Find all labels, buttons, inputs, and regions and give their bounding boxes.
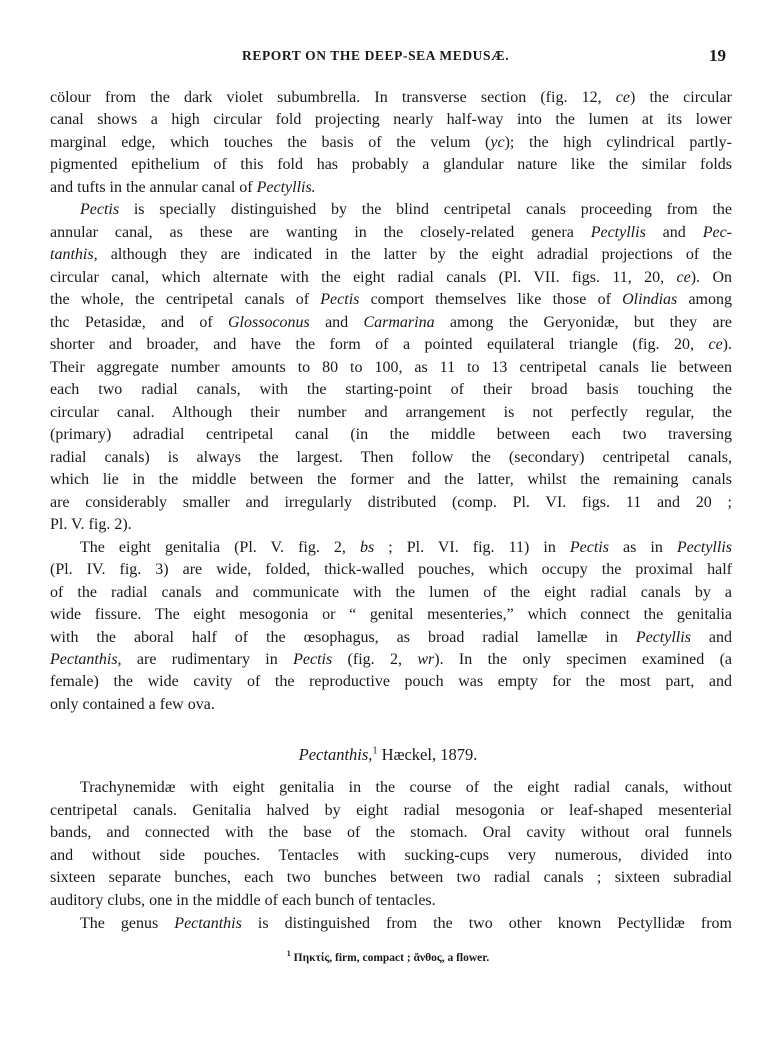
text-run: Pl. V. fig. 2).	[50, 516, 132, 534]
text-run: shorter and broader, and have the form of a pointed equilateral triangle (fig. 20,	[50, 336, 709, 354]
italic-term: ce	[708, 336, 723, 354]
italic-term: ce	[676, 268, 691, 286]
text-run: annular canal, as these are wanting in the closely-related genera	[50, 223, 591, 241]
text-run: although they are indicated in the latter by the eight adradial projections of the	[97, 246, 732, 264]
text-line	[80, 914, 732, 934]
italic-term: ce	[615, 89, 630, 106]
text-run: only contained a few ova.	[50, 695, 215, 713]
italic-term: Pectyllis	[590, 223, 646, 241]
text-run: is distinguished from the two other known Pectyllidæ from	[241, 914, 732, 932]
italic-term: tanthis,	[50, 246, 98, 264]
text-run: ).	[722, 336, 732, 354]
italic-term: Pectanthis,	[50, 651, 122, 668]
italic-term: Pectis	[293, 651, 333, 668]
text-line	[50, 823, 732, 843]
text-run: female) the wide cavity of the reproductive pouch was empty for the most part, and	[50, 673, 732, 691]
text-line	[50, 290, 732, 310]
text-run: circular canal, which alternate with the eight radial canals (Pl. VII. figs. 11, 20,	[50, 268, 677, 286]
text-run: comport themselves like those of	[359, 291, 623, 309]
text-run: among	[677, 291, 733, 309]
italic-term: Pectis	[320, 291, 360, 309]
text-run: cölour from the dark violet subumbrella. In transverse section (fig. 12,	[50, 89, 616, 106]
text-run: and	[645, 223, 703, 241]
running-header	[0, 48, 776, 68]
text-line	[80, 778, 732, 798]
text-run: The eight genitalia (Pl. V. fig. 2,	[80, 538, 360, 556]
text-run: ; Pl. VI. fig. 11) in	[374, 538, 570, 556]
text-line	[80, 200, 732, 220]
text-run: with the aboral half of the œsophagus, as broad radial lamellæ in	[50, 628, 636, 646]
text-run: auditory clubs, one in the middle of each bunch of tentacles.	[50, 892, 436, 909]
text-run: (primary) adradial centripetal canal (in the middle between each two traversing	[50, 426, 732, 444]
italic-term: wr	[417, 651, 435, 668]
text-line	[50, 358, 732, 378]
text-line	[50, 403, 732, 423]
text-line	[50, 560, 732, 580]
italic-term: yc	[490, 133, 505, 151]
text-line	[80, 538, 732, 558]
page-number: 19	[709, 46, 726, 65]
text-run: radial canals) is always the largest. Then follow the (secondary) centripetal canals,	[50, 448, 732, 466]
text-run: among the Geryonidæ, but they are	[434, 313, 732, 331]
text-run: Trachynemidæ with eight genitalia in the course of the eight radial canals, without	[80, 779, 732, 796]
text-line	[50, 425, 732, 445]
section-heading	[0, 745, 776, 765]
text-line	[50, 650, 732, 670]
text-line	[50, 178, 732, 198]
text-run: bands, and connected with the base of the stomach. Oral cavity without oral funnels	[50, 824, 732, 842]
footnote-text: Πηκτίς, firm, compact ; ἄνθος, a flower.	[293, 951, 490, 964]
text-line	[50, 110, 732, 130]
text-run: pigmented epithelium of this fold has probably a glandular nature like the similar folds	[50, 156, 732, 174]
italic-term: Pectanthis	[174, 914, 242, 932]
text-run: ). In the only specimen examined (a	[434, 651, 732, 668]
italic-term: Olindias	[622, 291, 678, 309]
text-run: and without side pouches. Tentacles with sucking-cups very numerous, divided into	[50, 846, 732, 864]
text-run: and	[309, 313, 364, 331]
italic-term: Carmarina	[363, 313, 435, 331]
text-run: sixteen separate bunches, each two bunches between two radial canals ; sixteen subradial	[50, 869, 732, 887]
text-line	[50, 380, 732, 400]
italic-term: bs	[359, 538, 375, 556]
italic-term: Pectyllis	[635, 628, 691, 646]
text-line	[50, 515, 732, 535]
italic-term: Pectis	[80, 201, 120, 219]
text-run: of the radial canals and communicate with the lumen of the eight radial canals by a	[50, 583, 732, 601]
text-line	[50, 891, 732, 911]
text-run: as in	[608, 538, 677, 556]
text-run: ) the circular	[629, 89, 732, 106]
text-line	[50, 223, 732, 243]
text-run: which lie in the middle between the former and the latter, whilst the remaining canals	[50, 471, 732, 489]
text-run: and	[690, 628, 732, 646]
text-run: (fig. 2,	[332, 651, 418, 668]
text-line	[50, 448, 732, 468]
footnote-reference: 1	[372, 745, 378, 757]
running-title: REPORT ON THE DEEP-SEA MEDUSÆ.	[242, 48, 510, 63]
text-line	[50, 628, 732, 648]
text-run: are rudimentary in	[121, 651, 294, 668]
text-line	[50, 493, 732, 513]
text-run: each two radial canals, with the starting-point of their broad basis touching the	[50, 381, 732, 399]
italic-term: Pectis	[569, 538, 609, 556]
text-line	[50, 868, 732, 888]
text-line	[50, 335, 732, 355]
text-run: the whole, the centripetal canals of	[50, 291, 321, 309]
text-run: circular canal. Although their number and arrangement is not perfectly regular, the	[50, 403, 732, 421]
text-run: ); the high cylindrical partly-	[504, 133, 733, 151]
text-run: ). On	[690, 268, 733, 286]
text-line	[50, 605, 732, 625]
footnote-mark: 1	[286, 949, 291, 958]
text-line	[50, 846, 732, 866]
heading-author-year: Hæckel, 1879.	[377, 745, 478, 764]
genus-name: Pectanthis,	[298, 745, 373, 764]
text-line	[50, 583, 732, 603]
footnote	[0, 949, 776, 964]
italic-term: Pectyllis	[676, 538, 732, 556]
text-run: Their aggregate number amounts to 80 to 100, as 11 to 13 centripetal canals lie between	[50, 358, 732, 376]
text-run: thc Petasidæ, and of	[50, 313, 228, 331]
text-line	[50, 672, 732, 692]
text-run: are considerably smaller and irregularly distributed (comp. Pl. VI. figs. 11 and 20 ;	[50, 493, 732, 511]
text-line	[50, 268, 732, 288]
text-line	[50, 801, 732, 821]
text-run: canal shows a high circular fold projecting nearly half-way into the lumen at its lower	[50, 111, 732, 129]
text-line	[50, 155, 732, 175]
text-line	[50, 695, 732, 715]
text-line	[50, 133, 732, 153]
text-run: The genus	[80, 914, 175, 932]
text-run: wide fissure. The eight mesogonia or “ genital mesenteries,” which connect the genitalia	[50, 606, 732, 624]
italic-term: Pectyllis.	[256, 178, 316, 196]
text-line	[50, 313, 732, 333]
italic-term: Glossoconus	[228, 313, 310, 331]
text-line	[50, 245, 732, 265]
text-run: centripetal canals. Genitalia halved by eight radial mesogonia or leaf-shaped mesenterial	[50, 801, 732, 819]
text-run: and tufts in the annular canal of	[50, 178, 257, 196]
text-line	[50, 88, 732, 108]
text-line	[50, 470, 732, 490]
text-run: (Pl. IV. fig. 3) are wide, folded, thick-walled pouches, which occupy the proximal half	[50, 561, 732, 579]
italic-term: Pec-	[702, 223, 732, 241]
text-run: marginal edge, which touches the basis of the velum (	[50, 133, 491, 151]
text-run: is specially distinguished by the blind centripetal canals proceeding from the	[119, 201, 732, 219]
